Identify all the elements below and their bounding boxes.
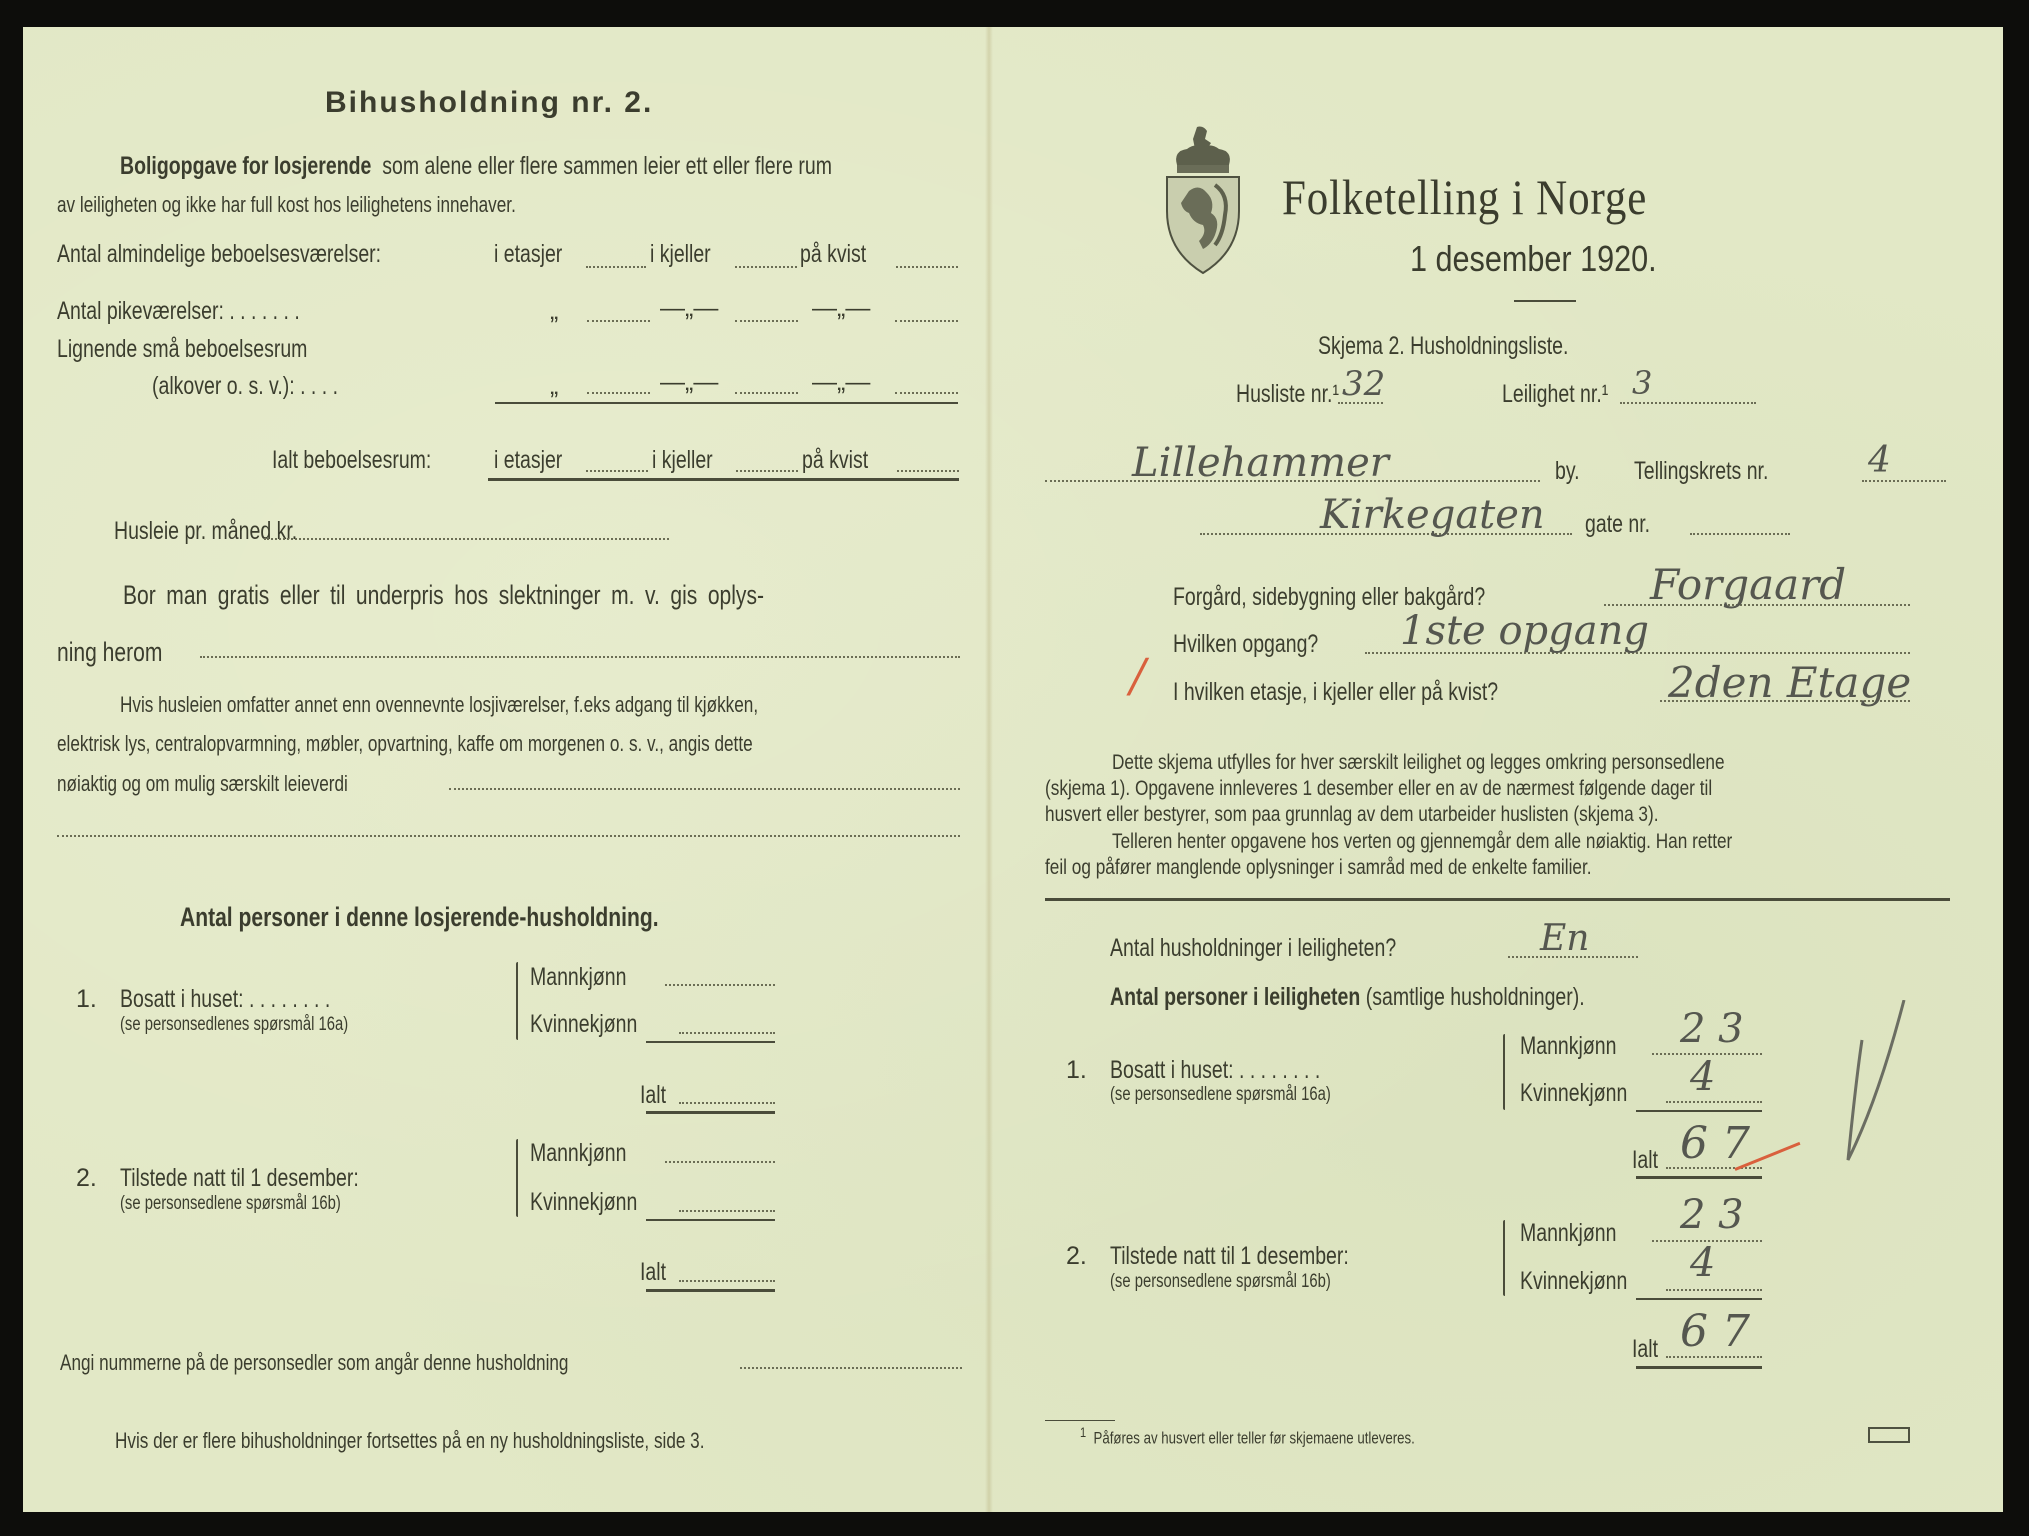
q1-brace	[1503, 1034, 1505, 1110]
alkove-kvist-field[interactable]	[895, 392, 958, 394]
q1-number: 1.	[1066, 1056, 1087, 1084]
rooms-row-2-label: Antal pikeværelser: . . . . . . .	[57, 297, 300, 325]
free-living-line-1: Bor man gratis eller til underpris hos slektninger m. v. gis oplys-	[123, 580, 765, 610]
q2-male-value: 2 3	[1680, 1192, 1744, 1238]
q2-brace	[1503, 1220, 1505, 1296]
q1-total-label: Ialt	[640, 1081, 667, 1109]
households-value: En	[1540, 918, 1590, 959]
q1-total-rule	[646, 1111, 775, 1114]
page-fold	[985, 27, 993, 1512]
q2-female-label: Kvinnekjønn	[530, 1188, 638, 1216]
total-rooms-label: Ialt beboelsesrum:	[272, 446, 432, 474]
rooms-row-3-label-a: Lignende små beboelsesrum	[57, 335, 308, 363]
rooms-row-3-label-b: (alkover o. s. v.): . . . .	[152, 372, 339, 400]
husliste-value: 32	[1342, 364, 1386, 404]
norway-coat-of-arms-icon	[1163, 125, 1243, 275]
ditto-dash: —„—	[812, 368, 871, 396]
q1-female-field[interactable]	[1666, 1101, 1762, 1103]
ditto-dash: —„—	[660, 368, 719, 396]
q2-subtotal-rule	[1636, 1298, 1762, 1300]
q2-male-label: Mannkjønn	[1520, 1219, 1617, 1247]
q2-total-value: 6 7	[1680, 1306, 1750, 1357]
q2-female-field[interactable]	[1666, 1289, 1762, 1291]
rooms-subtotal-rule	[495, 402, 958, 404]
q1-female-value: 4	[1690, 1054, 1716, 1100]
rent-value-field[interactable]	[449, 788, 960, 790]
yard-value: Forgaard	[1650, 560, 1847, 609]
krets-value: 4	[1868, 440, 1891, 481]
q2-female-value: 4	[1690, 1240, 1716, 1286]
q1-subtotal-rule	[1636, 1110, 1762, 1112]
includes-line-1: Hvis husleien omfatter annet enn ovennevnte losjiværelser, f.eks adgang til kjøkken,	[120, 692, 759, 717]
q2-female-label: Kvinnekjønn	[1520, 1267, 1628, 1295]
pencil-check-mark-icon	[1830, 1000, 1910, 1170]
gate-nr-field[interactable]	[1690, 533, 1790, 535]
q2-sub: (se personsedlene spørsmål 16b)	[120, 1193, 341, 1214]
instructions-line-2: (skjema 1). Opgavene innleveres 1 desember eller en av de nærmest følgende dager til	[1045, 777, 1713, 800]
city-value: Lillehammer	[1132, 440, 1389, 486]
col-kjeller-label: i kjeller	[650, 240, 711, 268]
angi-label: Angi nummerne på de personsedler som angår denne husholdning	[60, 1350, 569, 1375]
q1-female-field[interactable]	[679, 1032, 775, 1034]
q2-label: Tilstede natt til 1 desember:	[1110, 1242, 1349, 1270]
etasjer-field[interactable]	[586, 266, 646, 268]
q1-total-field[interactable]	[679, 1102, 775, 1104]
angi-field[interactable]	[740, 1367, 962, 1369]
q2-total-rule	[646, 1289, 775, 1292]
households-question: Antal husholdninger i leiligheten?	[1110, 934, 1397, 962]
ditto-mark: „	[550, 372, 559, 400]
q2-male-label: Mannkjønn	[530, 1139, 627, 1167]
kvist-field[interactable]	[896, 266, 958, 268]
pike-kvist-field[interactable]	[895, 320, 958, 322]
street-suffix: gate nr.	[1585, 510, 1651, 538]
rooms-row-1-label: Antal almindelige beboelsesværelser:	[57, 240, 382, 268]
footnote-marker: 1	[1080, 1425, 1087, 1441]
total-etasjer-field[interactable]	[586, 470, 648, 472]
city-suffix: by.	[1555, 457, 1580, 485]
footnote-rule	[1045, 1420, 1115, 1421]
footer-note: Hvis der er flere bihusholdninger fortsettes på en ny husholdningsliste, side 3.	[115, 1428, 705, 1453]
ditto-dash: —„—	[812, 294, 871, 322]
q1-total-value: 6 7	[1680, 1118, 1750, 1169]
footnote	[1080, 1425, 1509, 1449]
q2-female-field[interactable]	[679, 1210, 775, 1212]
q1-sub: (se personsedlene spørsmål 16a)	[1110, 1084, 1331, 1105]
q2-total-field[interactable]	[679, 1280, 775, 1282]
col-etasjer-label: i etasjer	[494, 240, 563, 268]
q1-label: Bosatt i huset: . . . . . . . .	[120, 985, 331, 1013]
title-divider	[1514, 300, 1576, 302]
q1-male-label: Mannkjønn	[530, 963, 627, 991]
intro-line-1	[120, 152, 1033, 181]
ditto-mark: „	[550, 297, 559, 325]
col-kjeller-label: i kjeller	[652, 446, 713, 474]
street-value: Kirkegaten	[1320, 492, 1545, 538]
q2-label: Tilstede natt til 1 desember:	[120, 1164, 359, 1192]
alkove-etasjer-field[interactable]	[587, 392, 650, 394]
q2-sub: (se personsedlene spørsmål 16b)	[1110, 1271, 1331, 1292]
q1-male-value: 2 3	[1680, 1006, 1744, 1052]
q2-total-rule	[1636, 1366, 1762, 1369]
census-date: 1 desember 1920.	[1410, 238, 1657, 279]
leilighet-field[interactable]	[1620, 402, 1756, 404]
q2-male-field[interactable]	[665, 1161, 775, 1163]
includes-line-3: nøiaktig og om mulig særskilt leieverdi	[57, 771, 348, 796]
yard-question: Forgård, sidebygning eller bakgård?	[1173, 583, 1486, 611]
total-kjeller-field[interactable]	[736, 470, 798, 472]
kjeller-field[interactable]	[735, 266, 797, 268]
instructions-line-3: husvert eller bestyrer, som paa grunnlag av dem utarbeider huslisten (skjema 3).	[1045, 803, 1659, 826]
col-kvist-label: på kvist	[802, 446, 869, 474]
q2-number: 2.	[76, 1164, 97, 1192]
left-title: Bihusholdning nr. 2.	[325, 86, 654, 119]
q1-male-field[interactable]	[665, 984, 775, 986]
q1-label: Bosatt i huset: . . . . . . . .	[1110, 1056, 1321, 1084]
instructions-line-5: feil og påfører manglende oplysninger i samråd med de enkelte familier.	[1045, 856, 1592, 879]
instructions-divider	[1045, 898, 1950, 901]
krets-label: Tellingskrets nr.	[1634, 457, 1769, 485]
col-kvist-label: på kvist	[800, 240, 867, 268]
total-rooms-rule	[488, 478, 959, 481]
instructions-line-4: Telleren henter opgavene hos verten og gjennemgår dem alle nøiaktig. Han retter	[1112, 830, 1733, 853]
printer-stamp	[1868, 1427, 1910, 1443]
intro-line-2: av leiligheten og ikke har full kost hos leilighetens innehaver.	[57, 192, 516, 217]
footnote-text: Påføres av husvert eller teller før skjemaene utleveres.	[1093, 1428, 1415, 1448]
intro-bold: Boligopgave for losjerende	[120, 152, 372, 180]
q2-total-label: Ialt	[1632, 1335, 1659, 1363]
q2-total-label: Ialt	[640, 1258, 667, 1286]
persons-heading	[1110, 983, 1719, 1012]
q1-female-label: Kvinnekjønn	[530, 1010, 638, 1038]
alkove-kjeller-field[interactable]	[735, 392, 798, 394]
q1-total-rule	[1636, 1176, 1762, 1179]
entrance-value: 1ste opgang	[1400, 608, 1649, 654]
q1-male-label: Mannkjønn	[1520, 1032, 1617, 1060]
instructions-line-1: Dette skjema utfylles for hver særskilt leilighet og legges omkring personsedlene	[1112, 751, 1725, 774]
husliste-label: Husliste nr.¹	[1236, 380, 1339, 408]
q1-number: 1.	[76, 985, 97, 1013]
persons-heading: Antal personer i denne losjerende-husholdning.	[180, 902, 659, 932]
leilighet-label: Leilighet nr.¹	[1502, 380, 1609, 408]
ditto-dash: —„—	[660, 294, 719, 322]
red-margin-mark: /	[1130, 648, 1146, 702]
pike-kjeller-field[interactable]	[735, 320, 798, 322]
form-title: Folketelling i Norge	[1282, 169, 1648, 225]
persons-heading-bold: Antal personer i leiligheten	[1110, 983, 1361, 1011]
floor-value: 2den Etage	[1668, 658, 1912, 707]
entrance-question: Hvilken opgang?	[1173, 630, 1319, 658]
free-living-field[interactable]	[200, 656, 960, 658]
pike-etasjer-field[interactable]	[587, 320, 650, 322]
rent-field[interactable]	[264, 538, 669, 540]
q1-female-label: Kvinnekjønn	[1520, 1079, 1628, 1107]
q1-total-label: Ialt	[1632, 1146, 1659, 1174]
q2-subtotal-rule	[646, 1219, 775, 1221]
q1-subtotal-rule	[646, 1041, 775, 1043]
q1-sub: (se personsedlenes spørsmål 16a)	[120, 1014, 349, 1035]
includes-line-2: elektrisk lys, centralopvarmning, møbler, opvartning, kaffe om morgenen o. s. v., angis dette	[57, 731, 753, 756]
col-etasjer-label: i etasjer	[494, 446, 563, 474]
leilighet-value: 3	[1632, 364, 1653, 402]
persons-heading-rest: (samtlige husholdninger).	[1365, 983, 1585, 1011]
free-living-line-2: ning herom	[57, 637, 163, 667]
schema-label: Skjema 2. Husholdningsliste.	[1318, 332, 1569, 360]
rent-value-field-2[interactable]	[57, 835, 960, 837]
floor-question: I hvilken etasje, i kjeller eller på kvist?	[1173, 678, 1499, 706]
total-kvist-field[interactable]	[897, 470, 959, 472]
q1-brace	[516, 962, 518, 1040]
intro-rest: som alene eller flere sammen leier ett eller flere rum	[382, 152, 832, 180]
q2-number: 2.	[1066, 1242, 1087, 1270]
q2-brace	[516, 1139, 518, 1217]
rent-label: Husleie pr. måned kr.	[114, 517, 298, 545]
